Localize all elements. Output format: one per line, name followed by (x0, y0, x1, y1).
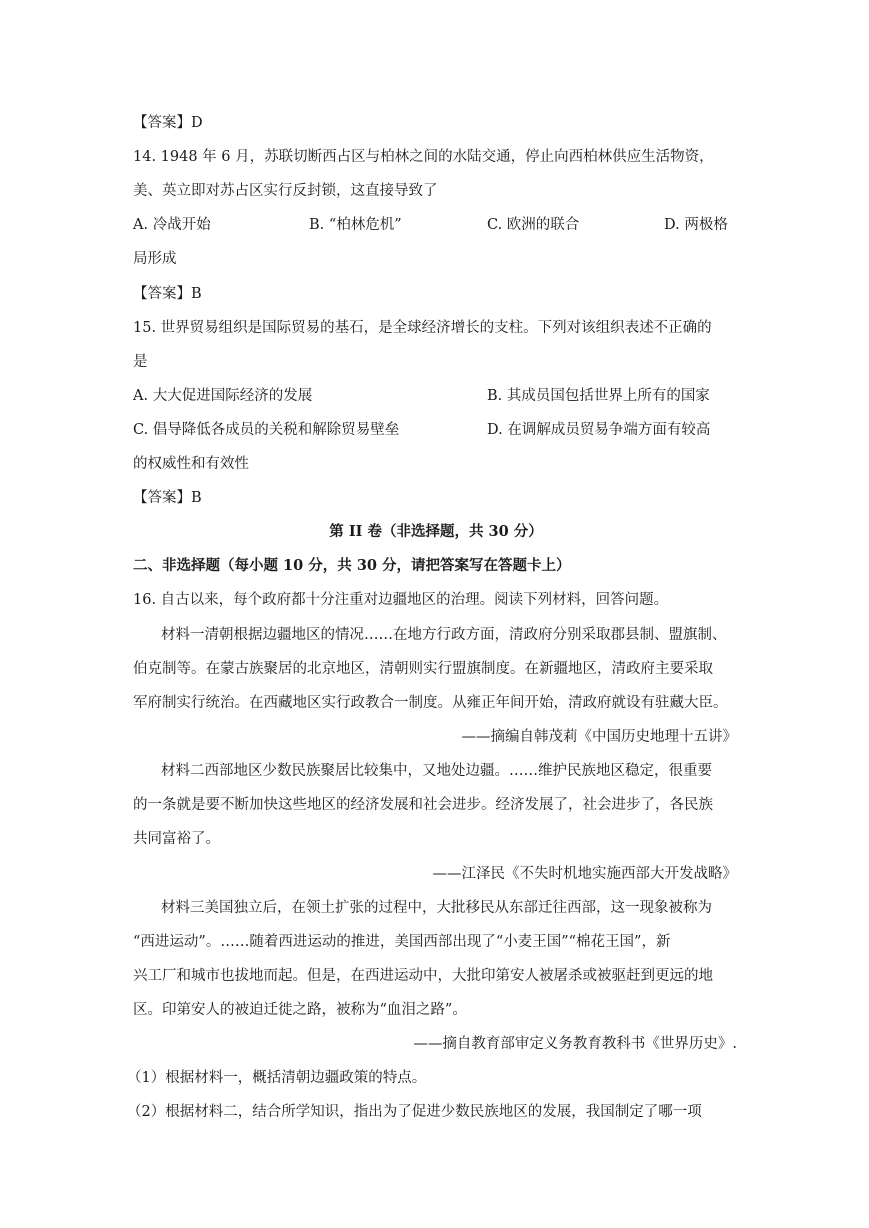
material-3-source: ——摘自教育部审定义务教育教科书《世界历史》. (413, 1036, 737, 1052)
option-14-a: A. 冷战开始 (133, 217, 211, 233)
option-14-b: B. “柏林危机” (309, 217, 402, 233)
question-16-intro: 16. 自古以来，每个政府都十分注重对边疆地区的治理。阅读下列材料，回答问题。 (133, 592, 669, 608)
material-1-line-2: 伯克制等。在蒙古族聚居的北京地区，清朝则实行盟旗制度。在新疆地区，清政府主要采取 (133, 661, 713, 677)
material-2-line-3: 共同富裕了。 (133, 831, 220, 847)
material-1-line-1: 材料一清朝根据边疆地区的情况……在地方行政方面，清政府分别采取郡县制、盟旗制、 (161, 627, 727, 643)
material-2-line-2: 的一条就是要不断加快这些地区的经济发展和社会进步。经济发展了，社会进步了，各民族 (133, 797, 713, 813)
question-14-line-2: 美、英立即对苏占区实行反封锁，这直接导致了 (133, 183, 438, 199)
section-heading: 二、非选择题（每小题 10 分，共 30 分，请把答案写在答题卡上） (133, 557, 571, 574)
sub-question-1: （1）根据材料一，概括清朝边疆政策的特点。 (127, 1070, 427, 1086)
material-3-line-3: 兴工厂和城市也拔地而起。但是，在西进运动中，大批印第安人被屠杀或被驱赶到更远的地 (133, 968, 713, 984)
sub-question-2: （2）根据材料二，结合所学知识，指出为了促进少数民族地区的发展，我国制定了哪一项 (127, 1104, 702, 1120)
material-1-line-3: 军府制实行统治。在西藏地区实行政教合一制度。从雍正年间开始，清政府就设有驻藏大臣。 (133, 695, 728, 711)
option-15-b: B. 其成员国包括世界上所有的国家 (487, 388, 710, 404)
material-1-source: ——摘编自韩茂莉《中国历史地理十五讲》 (461, 729, 737, 745)
option-15-d-wrap: 的权威性和有效性 (133, 456, 249, 472)
material-2-source: ——江泽民《不失时机地实施西部大开发战略》 (432, 866, 737, 882)
option-15-c: C. 倡导降低各成员的关税和解除贸易壁垒 (133, 422, 400, 438)
answer-15: 【答案】B (133, 490, 202, 506)
answer-14: 【答案】B (133, 286, 202, 302)
material-3-line-1: 材料三美国独立后，在领土扩张的过程中，大批移民从东部迁往西部，这一现象被称为 (161, 900, 712, 916)
question-14-line-1: 14. 1948 年 6 月，苏联切断西占区与柏林之间的水陆交通，停止向西柏林供应生活物资， (133, 149, 714, 165)
option-14-c: C. 欧洲的联合 (487, 217, 580, 233)
option-15-a: A. 大大促进国际经济的发展 (133, 388, 313, 404)
material-3-line-4: 区。印第安人的被迫迁徙之路，被称为“血泪之路”。 (133, 1002, 467, 1018)
answer-13: 【答案】D (133, 115, 203, 131)
option-14-d-wrap: 局形成 (133, 251, 177, 267)
section-title: 第 II 卷（非选择题，共 30 分） (329, 523, 543, 540)
question-15-line-1: 15. 世界贸易组织是国际贸易的基石，是全球经济增长的支柱。下列对该组织表述不正确的 (133, 320, 712, 336)
option-14-d: D. 两极格 (664, 217, 728, 233)
option-15-d: D. 在调解成员贸易争端方面有较高 (487, 422, 711, 438)
question-15-line-2: 是 (133, 354, 148, 370)
material-2-line-1: 材料二西部地区少数民族聚居比较集中，又地处边疆。……维护民族地区稳定，很重要 (161, 763, 712, 779)
material-3-line-2: “西进运动”。……随着西进运动的推进，美国西部出现了“小麦王国”“棉花王国”，新 (133, 934, 671, 950)
